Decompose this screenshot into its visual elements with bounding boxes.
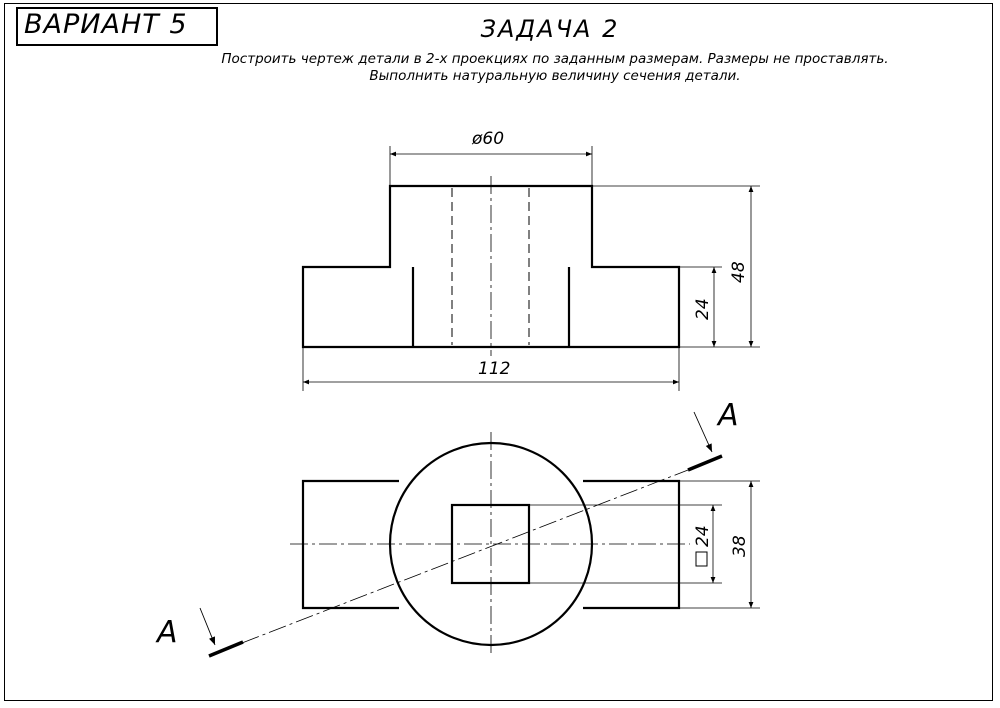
dim-height-base: [679, 267, 722, 347]
top-view-rect-left: [303, 481, 399, 608]
dim-width-total-label: 112: [478, 359, 511, 379]
dim-height-base-label: 24: [693, 298, 713, 320]
dim-square-label: 24: [693, 525, 713, 547]
front-view: [303, 176, 679, 356]
task-title: ЗАДАЧА 2: [480, 15, 620, 43]
section-label-bottom: A: [157, 615, 178, 650]
dim-height-total-label: 48: [729, 261, 749, 283]
cutting-plane-stroke-bottom: [209, 642, 243, 656]
square-symbol: [696, 552, 707, 566]
section-arrow-top: [694, 412, 712, 452]
section-plane: [155, 398, 739, 656]
dim-diameter-label: ø60: [472, 129, 505, 149]
top-view: [290, 432, 690, 656]
cutting-plane-stroke-top: [688, 456, 722, 470]
variant-label: ВАРИАНТ 5: [24, 9, 188, 40]
instruction-line-1: Построить чертеж детали в 2-х проекциях по заданным размерам. Размеры не проставлять.: [221, 51, 889, 67]
section-label-top: A: [718, 398, 739, 433]
top-view-rect-right: [583, 481, 679, 608]
cutting-plane-line: [242, 470, 688, 643]
dim-plan-width: [679, 481, 760, 608]
dim-plan-width-label: 38: [730, 535, 750, 557]
instruction-line-2: Выполнить натуральную величину сечения детали.: [369, 68, 741, 84]
section-arrow-bottom: [200, 608, 215, 645]
